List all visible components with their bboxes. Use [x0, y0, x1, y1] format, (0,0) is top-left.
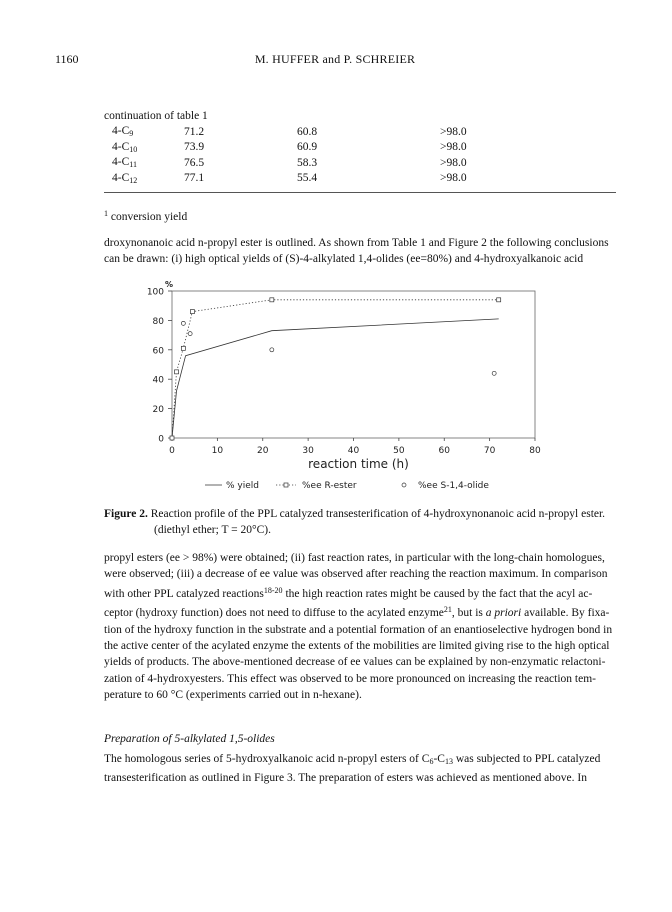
text-line: ceptor (hydroxy function) does not need to diffuse to the acylated enzyme$^{21}$, but is a priori available. By fixa- — [104, 605, 610, 620]
series-point-square — [175, 370, 179, 374]
text-line: yields of products. The above-mentioned decrease of ee values can be explained by non-enzymatic relactoni- — [104, 656, 606, 669]
text-line: propyl esters (ee > 98%) were obtained; (ii) fast reaction rates, in particular with the long-chain homologues, — [104, 552, 605, 564]
yield-cell: 76.5 — [184, 156, 205, 169]
section-heading: Preparation of 5-alkylated 1,5-olides — [104, 733, 275, 745]
text-line: transesterification as outlined in Figure 3. The preparation of esters was achieved as mentioned above. In — [104, 772, 587, 785]
x-tick-label: 80 — [529, 446, 541, 456]
y-tick-label: 20 — [152, 405, 164, 416]
ee-r-cell: 60.9 — [297, 141, 318, 154]
legend-entry: % yield — [226, 481, 259, 491]
series-line-0 — [172, 319, 499, 438]
series-point-square — [190, 310, 194, 314]
table-continuation-label: continuation of table 1 — [104, 110, 208, 122]
legend-entry: %ee R-ester — [302, 481, 357, 491]
compound-cell: $4-C_{12}$ — [112, 171, 138, 185]
x-axis-label: reaction time (h) — [308, 457, 409, 471]
paragraph-section — [104, 751, 619, 787]
series-point-square — [170, 436, 174, 440]
text-line: can be drawn: (i) high optical yields of (S)-4-alkylated 1,4-olides (ee=80%) and 4-hydroxyalkanoic acid — [104, 253, 584, 266]
footnote-mark: 1 — [104, 209, 108, 218]
paragraph-discussion — [104, 550, 619, 704]
text-line: perature to 60 °C (experiments carried out in n-hexane). — [104, 689, 362, 702]
series-point-circle — [492, 371, 496, 375]
page-number: 1160 — [55, 52, 79, 66]
legend-entry: %ee S-1,4-olide — [418, 481, 489, 491]
yield-cell: 73.9 — [184, 141, 205, 154]
running-title: M. HUFFER and P. SCHREIER — [254, 52, 416, 66]
compound-cell: $4-C_9$ — [112, 125, 134, 139]
plot-frame — [172, 291, 535, 438]
series-point-circle — [270, 348, 274, 352]
ee-s-cell: >98.0 — [440, 156, 467, 169]
text-line: with other PPL catalyzed reactions$^{18-20}$ the high reaction rates might be caused by the fact that the acyl ac- — [104, 585, 593, 600]
y-tick-label: 60 — [152, 346, 164, 357]
series-line-1 — [172, 300, 499, 438]
y-tick-label: 40 — [152, 375, 164, 386]
legend-marker-circle — [402, 483, 406, 487]
ee-s-cell: >98.0 — [440, 141, 467, 154]
series-point-square — [181, 346, 185, 350]
y-tick-label: 100 — [146, 287, 164, 298]
x-tick-label: 0 — [169, 446, 175, 456]
y-tick-label: 80 — [152, 316, 164, 327]
caption-text: (diethyl ether; T = 20°C). — [154, 524, 272, 536]
yield-cell: 77.1 — [184, 172, 205, 185]
caption-text: Reaction profile of the PPL catalyzed transesterification of 4-hydroxynonanoic acid n-propyl ester. — [147, 508, 606, 520]
text-line: the active center of the acylated enzyme the extents of the mobilities are limited giving rise to the high optical — [104, 640, 610, 653]
text-line: droxynonanoic acid n-propyl ester is outlined. As shown from Table 1 and Figure 2 the following conclusions — [104, 237, 609, 249]
x-tick-label: 50 — [393, 446, 405, 456]
ee-s-cell: >98.0 — [440, 172, 467, 185]
footnote-text: conversion yield — [108, 211, 188, 223]
figure-label: Figure 2. — [104, 508, 148, 520]
x-tick-label: 20 — [257, 446, 269, 456]
compound-cell: $4-C_{11}$ — [112, 156, 137, 170]
legend-marker-square — [284, 483, 288, 487]
ee-s-cell: >98.0 — [440, 125, 467, 138]
text-line: The homologous series of 5-hydroxyalkanoic acid n-propyl esters of $C_6-C_{13}$ was subjected to PPL catalyzed — [104, 753, 601, 766]
x-tick-label: 30 — [302, 446, 314, 456]
x-tick-label: 60 — [438, 446, 450, 456]
ee-r-cell: 60.8 — [297, 125, 318, 138]
series-point-square — [497, 298, 501, 302]
compound-cell: $4-C_{10}$ — [112, 140, 138, 154]
x-tick-label: 10 — [211, 446, 224, 456]
series-point-square — [270, 298, 274, 302]
citation: 21 — [443, 605, 452, 615]
text-line: zation of 4-hydroxyesters. This effect was observed to be more pronounced on increasing the reaction tem- — [104, 672, 596, 685]
text-line: were observed; (iii) a decrease of ee value was observed after reaching the reaction maximum. In comparison — [104, 568, 608, 581]
y-axis-label: % — [164, 280, 174, 289]
series-point-circle — [181, 321, 185, 325]
ee-r-cell: 58.3 — [297, 156, 318, 169]
ee-r-cell: 55.4 — [297, 172, 318, 185]
x-tick-label: 40 — [347, 446, 360, 456]
figure-caption — [104, 506, 620, 538]
y-tick-label: 0 — [158, 434, 164, 445]
series-point-circle — [188, 332, 192, 336]
yield-cell: 71.2 — [184, 125, 205, 138]
citation: 18-20 — [263, 585, 283, 595]
x-tick-label: 70 — [483, 446, 496, 456]
text-line: tion of the hydroxy function in the substrate and a potential formation of an enantioselective hydrogen bond in — [104, 623, 613, 636]
